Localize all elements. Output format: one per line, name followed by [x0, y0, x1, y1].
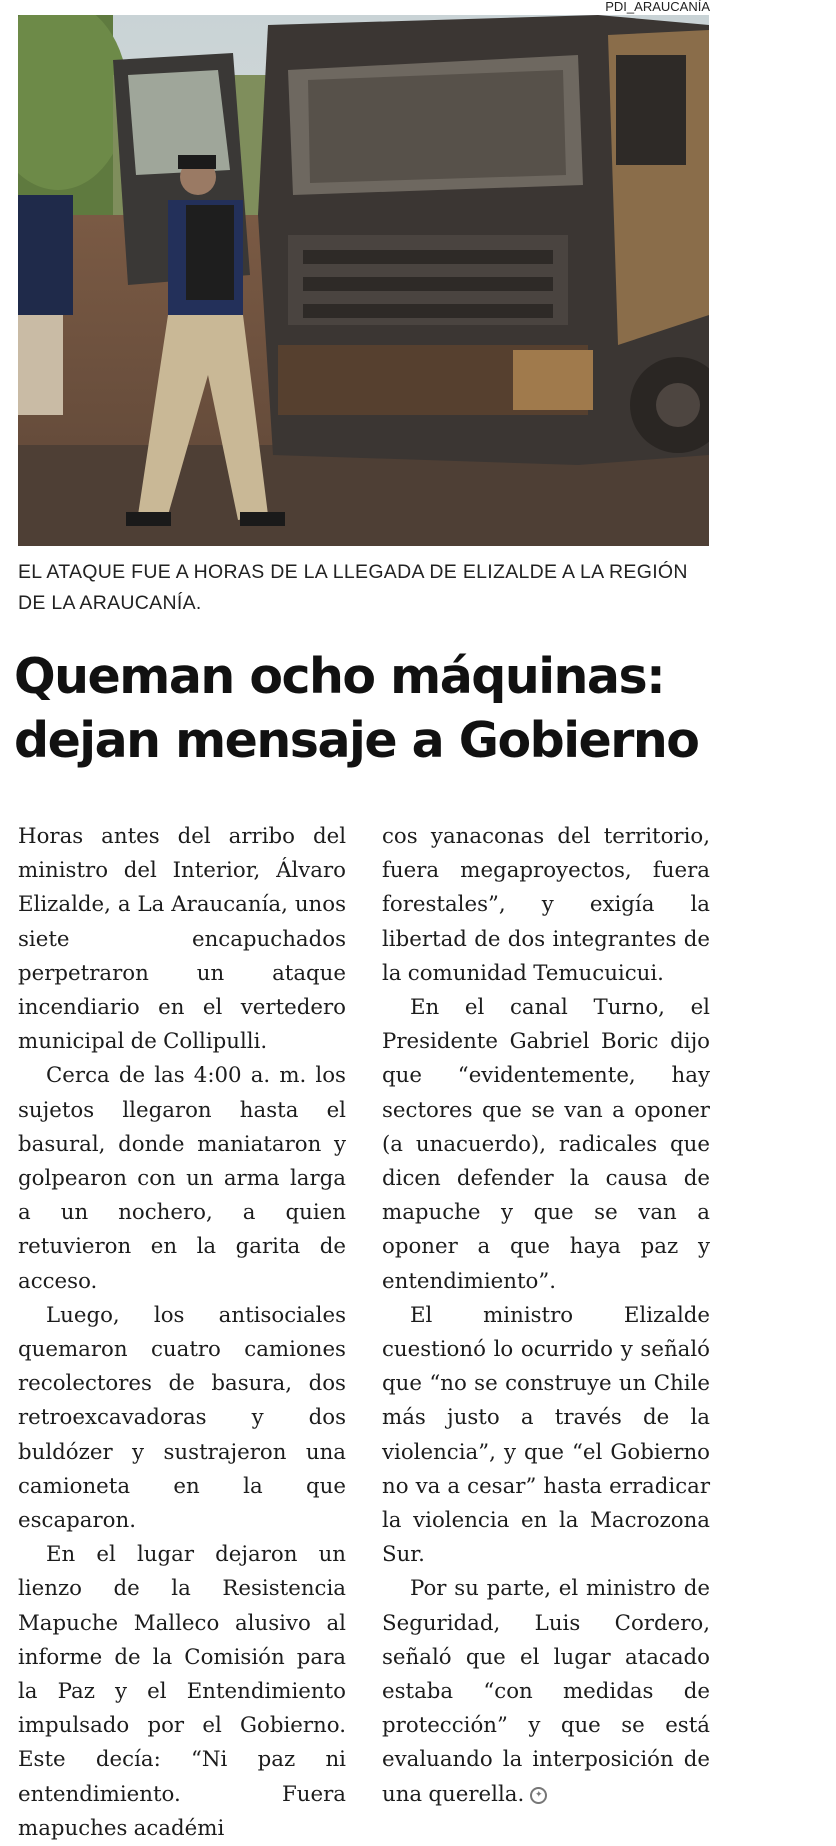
headline-line-1: Queman ocho máquinas:: [14, 648, 665, 705]
paragraph: En el canal Turno, el Presidente Gabriel Boric dijo que “evidentemente, hay sectores que se van a oponer (a unacuerdo), radicales que dicen defender la causa de mapuche y que se van a oponer a que haya paz y entendimiento”.: [382, 995, 710, 1294]
paragraph: En el lugar dejaron un lienzo de la Resistencia Mapuche Malleco alusivo al informe de la Comisión para la Paz y el Entendimiento impulsado por el Gobierno. Este decía: “Ni paz ni entendimiento. Fuera mapuches académi: [18, 1542, 346, 1841]
paragraph: Cerca de las 4:00 a. m. los sujetos llegaron hasta el basural, donde maniataron y golpearon con un arma larga a un nochero, a quien retuvieron en la garita de acceso.: [18, 1063, 346, 1294]
paragraph-text: Por su parte, el ministro de Seguridad, Luis Cordero, señaló que el lugar atacado estaba “con medidas de protección” y que se está evaluando la interposición de una querella.: [382, 1576, 710, 1807]
headline: [14, 645, 734, 773]
end-of-article-icon: ✦: [530, 1787, 547, 1804]
article-column-right: [382, 820, 710, 1812]
article-column-left: [18, 820, 346, 1846]
paragraph: Horas antes del arribo del ministro del Interior, Álvaro Elizalde, a La Araucanía, unos siete encapuchados perpetraron un ataque incendiario en el vertedero municipal de Collipulli.: [18, 824, 346, 1055]
paragraph: Luego, los antisociales quemaron cuatro camiones recolectores de basura, dos retroexcavadoras y dos buldózer y sustrajeron una camioneta en la que escaparon.: [18, 1302, 346, 1534]
photo-credit: PDI_ARAUCANÍA: [605, 0, 710, 14]
paragraph-last: [382, 1572, 710, 1811]
paragraph: El ministro Elizalde cuestionó lo ocurrido y señaló que “no se construye un Chile más justo a través de la violencia”, y que “el Gobierno no va a cesar” hasta erradicar la violencia en la Macrozona Sur.: [382, 1302, 710, 1568]
news-photo: [18, 15, 709, 546]
paragraph: cos yanaconas del territorio, fuera megaproyectos, fuera forestales”, y exigía la libertad de dos integrantes de la comunidad Temucuicui.: [382, 824, 710, 986]
photo-caption: EL ATAQUE FUE A HORAS DE LA LLEGADA DE ELIZALDE A LA REGIÓN DE LA ARAUCANÍA.: [18, 561, 688, 614]
headline-line-2: dejan mensaje a Gobierno: [14, 712, 699, 769]
